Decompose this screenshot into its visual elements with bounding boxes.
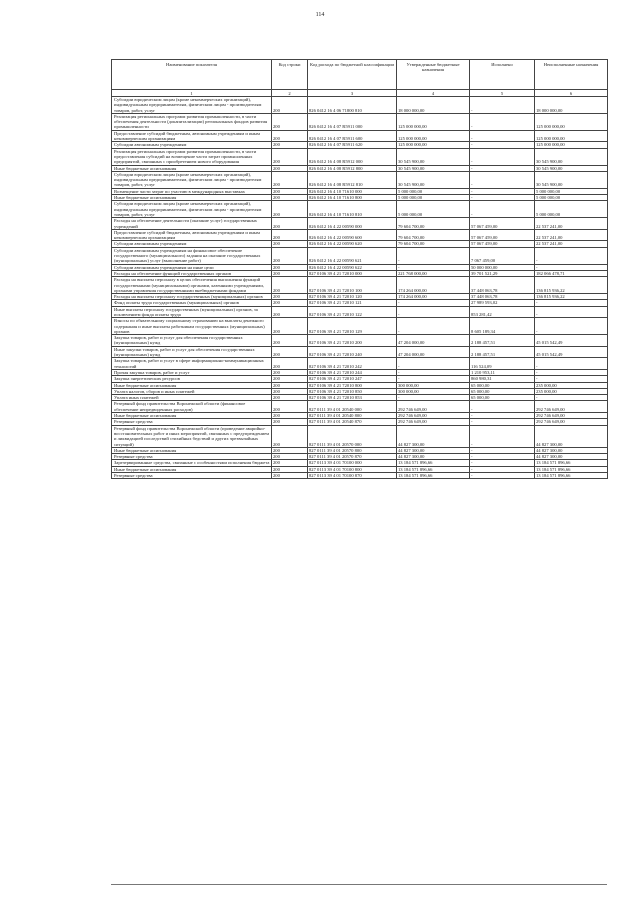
row-unexecuted: 5 000 000,00 bbox=[535, 195, 608, 201]
row-budget-code: 827 0111 39 4 01 20540 000 bbox=[308, 401, 397, 413]
row-budget-code: 827 0106 39 4 21 72010 242 bbox=[308, 358, 397, 370]
row-budget-code: 826 0412 16 4 22 00590 000 bbox=[308, 218, 397, 230]
row-budget-code: 826 0412 16 4 07 R5911 000 bbox=[308, 113, 397, 130]
row-name: Субсидии юридическим лицам (кроме некоммерческих организаций), индивидуальным предпринимателям, физическим лицам - производителям товаров, работ, услуг bbox=[112, 171, 272, 188]
row-approved: 44 827 300,00 bbox=[397, 454, 470, 460]
row-unexecuted: 22 537 241,00 bbox=[535, 229, 608, 241]
row-approved: 5 000 000,00 bbox=[397, 201, 470, 218]
row-unexecuted: - bbox=[535, 376, 608, 382]
row-approved: - bbox=[397, 358, 470, 370]
row-name: Субсидии автономным учреждениям на иные цели bbox=[112, 264, 272, 270]
row-budget-code: 827 0106 39 4 21 72010 120 bbox=[308, 294, 397, 300]
row-name: Резервные средства bbox=[112, 473, 272, 479]
row-unexecuted: - bbox=[535, 318, 608, 335]
row-approved: 13 184 571 896,66 bbox=[397, 466, 470, 472]
column-number: 6 bbox=[535, 90, 608, 97]
row-unexecuted: 125 000 000,00 bbox=[535, 113, 608, 130]
row-unexecuted: 30 545 900,00 bbox=[535, 165, 608, 171]
row-budget-code: 826 0412 16 4 10 71610 800 bbox=[308, 195, 397, 201]
row-code: 200 bbox=[272, 148, 308, 165]
column-number: 2 bbox=[272, 90, 308, 97]
row-code: 200 bbox=[272, 300, 308, 306]
row-executed: 65 000,00 bbox=[470, 395, 535, 401]
row-approved: 47 204 000,00 bbox=[397, 346, 470, 358]
table-row bbox=[112, 277, 608, 294]
row-code: 200 bbox=[272, 229, 308, 241]
row-code: 200 bbox=[272, 306, 308, 318]
row-budget-code: 827 0111 39 4 01 20540 870 bbox=[308, 419, 397, 425]
row-approved: 30 545 900,00 bbox=[397, 165, 470, 171]
row-unexecuted: 125 000 000,00 bbox=[535, 130, 608, 142]
row-code: 200 bbox=[272, 401, 308, 413]
row-budget-code: 826 0412 16 4 07 R5911 600 bbox=[308, 130, 397, 142]
row-code: 200 bbox=[272, 335, 308, 347]
row-unexecuted: 292 746 649,00 bbox=[535, 401, 608, 413]
row-approved: 79 604 700,00 bbox=[397, 229, 470, 241]
row-unexecuted: 5 000 000,00 bbox=[535, 201, 608, 218]
row-approved: - bbox=[397, 369, 470, 375]
row-approved: 5 000 000,00 bbox=[397, 195, 470, 201]
row-name: Иные бюджетные ассигнования bbox=[112, 466, 272, 472]
row-unexecuted: 182 066 478,71 bbox=[535, 270, 608, 276]
row-budget-code: 826 0412 16 4 10 71610 000 bbox=[308, 188, 397, 194]
row-unexecuted: 235 000,00 bbox=[535, 382, 608, 388]
row-executed: 57 067 459,00 bbox=[470, 218, 535, 230]
row-unexecuted: 13 184 571 896,66 bbox=[535, 466, 608, 472]
row-executed: 65 000,00 bbox=[470, 382, 535, 388]
row-budget-code: 826 0412 16 4 06 71800 810 bbox=[308, 97, 397, 114]
row-executed: - bbox=[470, 454, 535, 460]
row-budget-code: 827 0106 39 4 21 72010 000 bbox=[308, 270, 397, 276]
row-name: Расходы на обеспечение деятельности (оказание услуг) государственных учреждений bbox=[112, 218, 272, 230]
row-unexecuted: 45 015 542,49 bbox=[535, 335, 608, 347]
row-budget-code: 826 0412 16 4 22 00590 621 bbox=[308, 247, 397, 264]
row-code: 200 bbox=[272, 277, 308, 294]
table-row bbox=[112, 425, 608, 447]
row-executed: - bbox=[470, 447, 535, 453]
row-budget-code: 826 0412 16 4 10 71610 810 bbox=[308, 201, 397, 218]
row-name: Субсидии юридическим лицам (кроме некоммерческих организаций), индивидуальным предпринимателям, физическим лицам - производителям товаров, работ, услуг bbox=[112, 97, 272, 114]
row-code: 200 bbox=[272, 454, 308, 460]
row-name: Уплата налогов, сборов и иных платежей bbox=[112, 388, 272, 394]
row-name: Иные закупки товаров, работ и услуг для обеспечения государственных (муниципальных) нужд bbox=[112, 346, 272, 358]
row-budget-code: 827 0111 39 4 01 20570 800 bbox=[308, 447, 397, 453]
row-approved: 13 184 571 896,66 bbox=[397, 460, 470, 466]
row-name: Зарезервированные средства, связанные с особенностями исполнения бюджета bbox=[112, 460, 272, 466]
row-code: 200 bbox=[272, 218, 308, 230]
row-executed: - bbox=[470, 171, 535, 188]
row-executed: 57 067 459,00 bbox=[470, 229, 535, 241]
row-code: 200 bbox=[272, 142, 308, 148]
row-code: 200 bbox=[272, 113, 308, 130]
row-executed: - bbox=[470, 148, 535, 165]
row-approved: 125 000 000,00 bbox=[397, 142, 470, 148]
row-code: 200 bbox=[272, 460, 308, 466]
row-code: 200 bbox=[272, 466, 308, 472]
row-code: 200 bbox=[272, 382, 308, 388]
row-budget-code: 827 0106 39 4 21 72010 800 bbox=[308, 382, 397, 388]
header-approved: Утвержденные бюджетные назначения bbox=[397, 60, 470, 90]
row-name: Резервные средства bbox=[112, 454, 272, 460]
row-code: 200 bbox=[272, 165, 308, 171]
row-executed: 2 188 457,51 bbox=[470, 335, 535, 347]
row-approved: 292 746 649,00 bbox=[397, 401, 470, 413]
row-executed: - bbox=[470, 165, 535, 171]
column-number: 5 bbox=[470, 90, 535, 97]
row-budget-code: 826 0412 16 4 22 00590 620 bbox=[308, 241, 397, 247]
row-budget-code: 827 0106 39 4 21 72010 244 bbox=[308, 369, 397, 375]
row-name: Предоставление субсидий бюджетным, автономным учреждениям и иным некоммерческим организациям bbox=[112, 130, 272, 142]
row-name: Субсидии автономным учреждениям на финансовое обеспечение государственного (муниципального) задания на оказание государственных (муниципальных) услуг (выполнение работ) bbox=[112, 247, 272, 264]
row-executed: - bbox=[470, 130, 535, 142]
row-code: 200 bbox=[272, 97, 308, 114]
header-name: Наименование показателя bbox=[112, 60, 272, 90]
row-approved: 13 184 571 896,66 bbox=[397, 473, 470, 479]
row-code: 200 bbox=[272, 419, 308, 425]
row-budget-code: 827 0106 39 4 21 72010 200 bbox=[308, 335, 397, 347]
row-name: Резервные средства bbox=[112, 419, 272, 425]
row-unexecuted: 22 537 241,00 bbox=[535, 241, 608, 247]
row-unexecuted: 30 545 900,00 bbox=[535, 148, 608, 165]
row-unexecuted: 44 827 300,00 bbox=[535, 454, 608, 460]
row-approved: - bbox=[397, 300, 470, 306]
row-approved: - bbox=[397, 264, 470, 270]
header-code: Код строки bbox=[272, 60, 308, 90]
row-approved: 30 545 900,00 bbox=[397, 148, 470, 165]
row-code: 200 bbox=[272, 376, 308, 382]
table-row bbox=[112, 97, 608, 114]
row-name: Закупка товаров, работ и услуг в сфере информационно-коммуникационных технологий bbox=[112, 358, 272, 370]
table-row bbox=[112, 130, 608, 142]
table-row bbox=[112, 473, 608, 479]
row-code: 200 bbox=[272, 264, 308, 270]
row-name: Закупка энергетических ресурсов bbox=[112, 376, 272, 382]
row-unexecuted: - bbox=[535, 300, 608, 306]
row-unexecuted: 13 184 571 896,66 bbox=[535, 460, 608, 466]
header-row bbox=[112, 60, 608, 90]
row-unexecuted: 44 827 300,00 bbox=[535, 447, 608, 453]
row-unexecuted: 13 184 571 896,66 bbox=[535, 473, 608, 479]
row-approved: 125 000 000,00 bbox=[397, 130, 470, 142]
row-approved: 47 204 000,00 bbox=[397, 335, 470, 347]
row-budget-code: 827 0106 39 4 21 72010 129 bbox=[308, 318, 397, 335]
row-budget-code: 826 0412 16 4 22 00590 622 bbox=[308, 264, 397, 270]
row-code: 200 bbox=[272, 247, 308, 264]
row-unexecuted: - bbox=[535, 395, 608, 401]
row-name: Расходы на выплаты персоналу государственных (муниципальных) органов bbox=[112, 294, 272, 300]
row-budget-code: 827 0111 39 4 01 20570 870 bbox=[308, 454, 397, 460]
row-name: Иные бюджетные ассигнования bbox=[112, 382, 272, 388]
row-name: Иные бюджетные ассигнования bbox=[112, 165, 272, 171]
row-executed: - bbox=[470, 401, 535, 413]
table-row bbox=[112, 148, 608, 165]
column-number-row bbox=[112, 90, 608, 97]
row-executed: 1 210 953,11 bbox=[470, 369, 535, 375]
row-budget-code: 827 0106 39 4 21 72010 100 bbox=[308, 277, 397, 294]
row-name: Прочая закупка товаров, работ и услуг bbox=[112, 369, 272, 375]
row-unexecuted: 44 827 300,00 bbox=[535, 425, 608, 447]
row-unexecuted: - bbox=[535, 358, 608, 370]
row-code: 200 bbox=[272, 195, 308, 201]
row-name: Реализация региональных программ развития промышленности, в части предоставления субсидий на возмещение части затрат промышленных предприятий, связанных с приобретением нового оборудования bbox=[112, 148, 272, 165]
row-approved: 5 000 000,00 bbox=[397, 188, 470, 194]
row-unexecuted: 136 815 936,22 bbox=[535, 277, 608, 294]
header-executed: Исполнено bbox=[470, 60, 535, 90]
table-row bbox=[112, 306, 608, 318]
header-budget-code: Код расхода по бюджетной классификации bbox=[308, 60, 397, 90]
table-row bbox=[112, 401, 608, 413]
row-budget-code: 827 0111 39 4 01 20570 000 bbox=[308, 425, 397, 447]
row-unexecuted: 125 000 000,00 bbox=[535, 142, 608, 148]
row-code: 200 bbox=[272, 201, 308, 218]
row-code: 200 bbox=[272, 188, 308, 194]
row-unexecuted: 292 746 649,00 bbox=[535, 419, 608, 425]
row-code: 200 bbox=[272, 241, 308, 247]
row-executed: 860 980,31 bbox=[470, 376, 535, 382]
row-unexecuted: - bbox=[535, 247, 608, 264]
row-name: Иные бюджетные ассигнования bbox=[112, 447, 272, 453]
row-executed: - bbox=[470, 188, 535, 194]
row-name: Иные выплаты персоналу государственных (муниципальных) органов, за исключением фонда оплаты труда bbox=[112, 306, 272, 318]
row-executed: 8 605 189,34 bbox=[470, 318, 535, 335]
row-budget-code: 827 0106 39 4 21 72010 122 bbox=[308, 306, 397, 318]
row-approved: - bbox=[397, 318, 470, 335]
row-executed: - bbox=[470, 419, 535, 425]
row-executed: - bbox=[470, 425, 535, 447]
row-name: Расходы на обеспечение функций государственных органов bbox=[112, 270, 272, 276]
row-name: Иные бюджетные ассигнования bbox=[112, 413, 272, 419]
row-code: 200 bbox=[272, 447, 308, 453]
row-approved: 44 827 300,00 bbox=[397, 447, 470, 453]
row-name: Расходы на выплаты персоналу в целях обеспечения выполнения функций государственными (муниципальными) органами, казенными учреждениями, органами управления государственными внебюджетными фондами bbox=[112, 277, 272, 294]
row-approved: 79 604 700,00 bbox=[397, 218, 470, 230]
table-row bbox=[112, 229, 608, 241]
row-budget-code: 826 0412 16 4 08 R5912 000 bbox=[308, 148, 397, 165]
table-row bbox=[112, 113, 608, 130]
row-approved: - bbox=[397, 306, 470, 318]
row-executed: 2 188 457,51 bbox=[470, 346, 535, 358]
row-unexecuted: 136 815 936,22 bbox=[535, 294, 608, 300]
row-unexecuted: - bbox=[535, 306, 608, 318]
row-name: Субсидии автономным учреждениям bbox=[112, 241, 272, 247]
row-executed: - bbox=[470, 195, 535, 201]
row-executed: - bbox=[470, 413, 535, 419]
row-name: Резервный фонд правительства Воронежской области (финансовое обеспечение непредвиденных расходов) bbox=[112, 401, 272, 413]
column-number: 1 bbox=[112, 90, 272, 97]
row-budget-code: 827 0113 39 4 01 70100 870 bbox=[308, 473, 397, 479]
row-executed: 37 448 063,78 bbox=[470, 294, 535, 300]
row-name: Предоставление субсидий бюджетным, автономным учреждениям и иным некоммерческим организациям bbox=[112, 229, 272, 241]
row-executed: 853 281,42 bbox=[470, 306, 535, 318]
row-executed: 65 000,00 bbox=[470, 388, 535, 394]
row-approved: 44 827 300,00 bbox=[397, 425, 470, 447]
row-executed: - bbox=[470, 473, 535, 479]
row-code: 200 bbox=[272, 369, 308, 375]
row-unexecuted: 22 537 241,00 bbox=[535, 218, 608, 230]
row-approved: 174 264 000,00 bbox=[397, 294, 470, 300]
row-code: 200 bbox=[272, 425, 308, 447]
row-executed: 57 067 459,00 bbox=[470, 241, 535, 247]
row-executed: - bbox=[470, 97, 535, 114]
row-unexecuted: 5 000 000,00 bbox=[535, 188, 608, 194]
row-executed: - bbox=[470, 201, 535, 218]
row-approved: 300 000,00 bbox=[397, 382, 470, 388]
row-name: Закупка товаров, работ и услуг для обеспечения государственных (муниципальных) нужд bbox=[112, 335, 272, 347]
row-approved: 300 000,00 bbox=[397, 388, 470, 394]
row-code: 200 bbox=[272, 413, 308, 419]
row-executed: 50 000 000,00 bbox=[470, 264, 535, 270]
row-name: Фонд оплаты труда государственных (муниципальных) органов bbox=[112, 300, 272, 306]
row-unexecuted: 235 000,00 bbox=[535, 388, 608, 394]
row-code: 200 bbox=[272, 294, 308, 300]
row-name: Субсидии автономным учреждениям bbox=[112, 142, 272, 148]
row-approved: - bbox=[397, 247, 470, 264]
row-approved: 125 000 000,00 bbox=[397, 113, 470, 130]
row-code: 200 bbox=[272, 473, 308, 479]
table-row bbox=[112, 171, 608, 188]
row-name: Реализация региональных программ развития промышленности, в части обеспечения деятельности (докапитализации) региональных фондов развития промышленности bbox=[112, 113, 272, 130]
table-body bbox=[112, 97, 608, 479]
row-budget-code: 826 0412 16 4 07 R5911 620 bbox=[308, 142, 397, 148]
row-budget-code: 827 0106 39 4 21 72010 247 bbox=[308, 376, 397, 382]
row-code: 200 bbox=[272, 395, 308, 401]
row-code: 200 bbox=[272, 358, 308, 370]
row-approved: - bbox=[397, 376, 470, 382]
page-number: 114 bbox=[315, 12, 325, 18]
row-budget-code: 826 0412 16 4 22 00590 600 bbox=[308, 229, 397, 241]
row-budget-code: 827 0113 39 4 01 70100 000 bbox=[308, 460, 397, 466]
row-budget-code: 827 0106 39 4 21 72010 850 bbox=[308, 388, 397, 394]
row-executed: - bbox=[470, 460, 535, 466]
row-approved: 18 000 000,00 bbox=[397, 97, 470, 114]
row-budget-code: 827 0106 39 4 21 72010 853 bbox=[308, 395, 397, 401]
header-unexecuted: Неисполненные назначения bbox=[535, 60, 608, 90]
row-code: 200 bbox=[272, 318, 308, 335]
row-approved: 30 545 900,00 bbox=[397, 171, 470, 188]
row-unexecuted: 292 746 649,00 bbox=[535, 413, 608, 419]
row-executed: 27 989 593,02 bbox=[470, 300, 535, 306]
row-name: Возмещение части затрат по участию в международных выставках bbox=[112, 188, 272, 194]
row-approved: 292 746 649,00 bbox=[397, 413, 470, 419]
row-approved: 292 746 649,00 bbox=[397, 419, 470, 425]
row-approved: 79 604 700,00 bbox=[397, 241, 470, 247]
row-unexecuted: - bbox=[535, 369, 608, 375]
table-row bbox=[112, 346, 608, 358]
row-name: Субсидии юридическим лицам (кроме некоммерческих организаций), индивидуальным предпринимателям, физическим лицам - производителям товаров, работ, услуг bbox=[112, 201, 272, 218]
row-code: 200 bbox=[272, 270, 308, 276]
column-number: 4 bbox=[397, 90, 470, 97]
table-row bbox=[112, 318, 608, 335]
table-row bbox=[112, 201, 608, 218]
row-budget-code: 826 0412 16 4 08 R5912 800 bbox=[308, 165, 397, 171]
row-name: Иные бюджетные ассигнования bbox=[112, 195, 272, 201]
row-code: 200 bbox=[272, 130, 308, 142]
row-approved: 174 264 000,00 bbox=[397, 277, 470, 294]
page-bottom-rule bbox=[111, 884, 607, 885]
row-code: 200 bbox=[272, 346, 308, 358]
row-approved: - bbox=[397, 395, 470, 401]
row-approved: 221 768 000,00 bbox=[397, 270, 470, 276]
row-budget-code: 827 0106 39 4 21 72010 240 bbox=[308, 346, 397, 358]
row-budget-code: 826 0412 16 4 08 R5912 810 bbox=[308, 171, 397, 188]
row-budget-code: 827 0106 39 4 21 72010 121 bbox=[308, 300, 397, 306]
table-row bbox=[112, 247, 608, 264]
row-executed: - bbox=[470, 142, 535, 148]
row-name: Резервный фонд правительства Воронежской области (проведение аварийно-восстановительных работ и иных мероприятий, связанных с предупреждением и ликвидацией последствий стихийных бедствий и других чрезвычайных ситуаций) bbox=[112, 425, 272, 447]
row-code: 200 bbox=[272, 171, 308, 188]
table-row bbox=[112, 218, 608, 230]
row-unexecuted: 18 000 000,00 bbox=[535, 97, 608, 114]
table-row bbox=[112, 335, 608, 347]
row-name: Уплата иных платежей bbox=[112, 395, 272, 401]
table-row bbox=[112, 358, 608, 370]
column-number: 3 bbox=[308, 90, 397, 97]
budget-execution-table bbox=[111, 59, 608, 479]
row-executed: 7 067 459,00 bbox=[470, 247, 535, 264]
row-budget-code: 827 0111 39 4 01 20540 800 bbox=[308, 413, 397, 419]
row-name: Взносы по обязательному социальному страхованию на выплаты денежного содержания и иные выплаты работникам государственных (муниципальных) органов bbox=[112, 318, 272, 335]
row-executed: 39 701 521,29 bbox=[470, 270, 535, 276]
row-budget-code: 827 0113 39 4 01 70100 800 bbox=[308, 466, 397, 472]
row-executed: - bbox=[470, 113, 535, 130]
row-code: 200 bbox=[272, 388, 308, 394]
row-unexecuted: 30 545 900,00 bbox=[535, 171, 608, 188]
row-unexecuted: - bbox=[535, 264, 608, 270]
row-executed: - bbox=[470, 466, 535, 472]
row-executed: 37 448 063,78 bbox=[470, 277, 535, 294]
row-unexecuted: 45 015 542,49 bbox=[535, 346, 608, 358]
row-executed: 116 524,09 bbox=[470, 358, 535, 370]
